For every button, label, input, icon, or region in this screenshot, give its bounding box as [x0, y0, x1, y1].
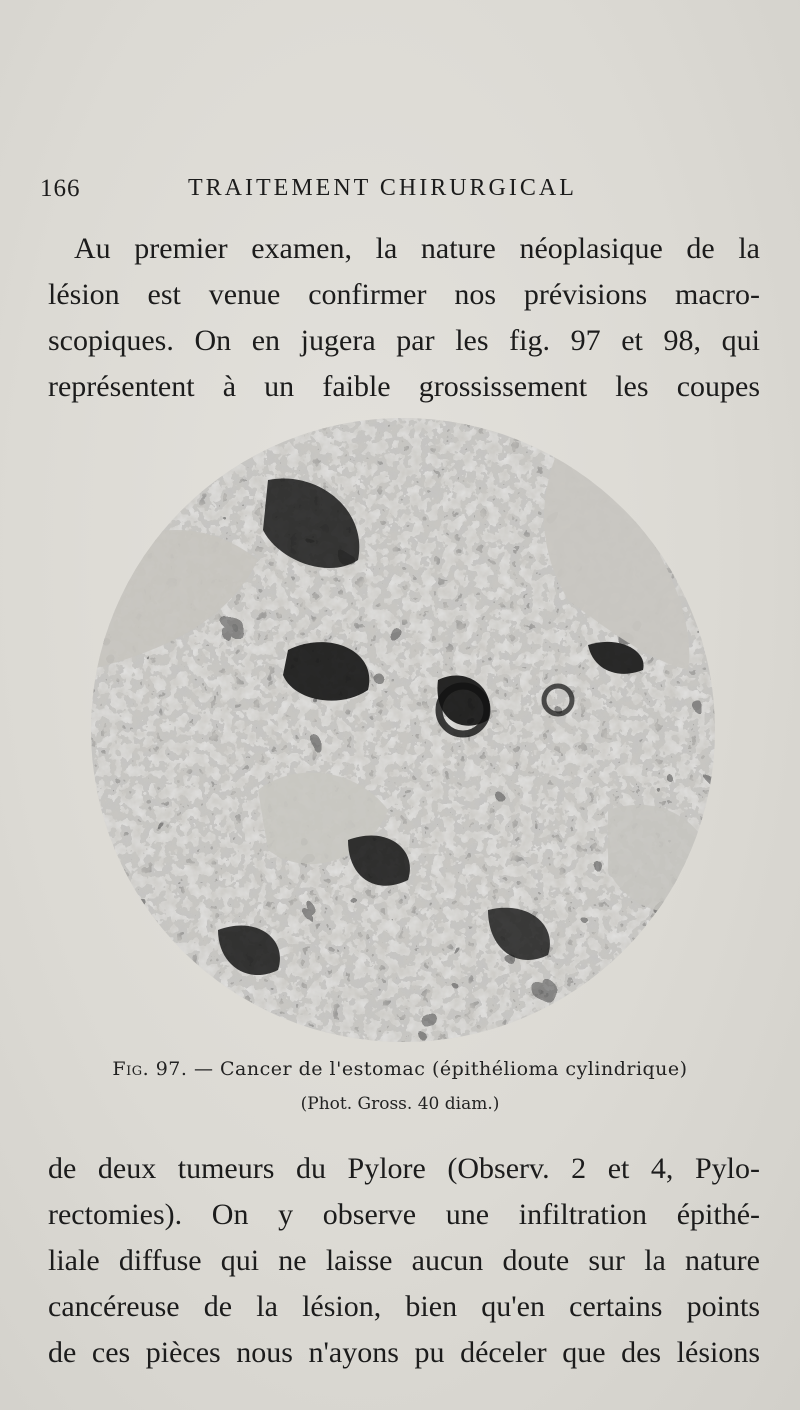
paragraph-line: de ces pièces nous n'ayons pu déceler que des lésions: [48, 1336, 760, 1369]
paragraph-line: rectomies). On y observe une infiltration épithé-: [48, 1198, 760, 1231]
paragraph-line: représentent à un faible grossissement les coupes: [48, 370, 760, 403]
paragraph-line: Au premier examen, la nature néoplasique de la: [74, 232, 760, 265]
figure-caption: [60, 1058, 740, 1080]
caption-subtitle: (Phot. Gross. 40 diam.): [300, 1094, 500, 1114]
paragraph-line: liale diffuse qui ne laisse aucun doute sur la nature: [48, 1244, 760, 1277]
paragraph-line: cancéreuse de la lésion, bien qu'en certains points: [48, 1290, 760, 1323]
paragraph-line: lésion est venue confirmer nos prévisions macro-: [48, 278, 760, 311]
caption-text: — Cancer de l'estomac (épithélioma cylindrique): [193, 1058, 688, 1080]
paragraph-1: [48, 226, 760, 410]
paragraph-line: scopiques. On en jugera par les fig. 97 et 98, qui: [48, 324, 760, 357]
caption-label: Fig. 97.: [112, 1058, 188, 1080]
running-title: TRAITEMENT CHIRURGICAL: [188, 175, 577, 201]
micrograph-image: [88, 410, 718, 1050]
page-number: 166: [40, 175, 81, 202]
micrograph-figure: [88, 410, 718, 1050]
paragraph-2: [48, 1146, 760, 1376]
paragraph-line: de deux tumeurs du Pylore (Observ. 2 et 4, Pylo-: [48, 1152, 760, 1185]
page-header: [40, 175, 760, 211]
